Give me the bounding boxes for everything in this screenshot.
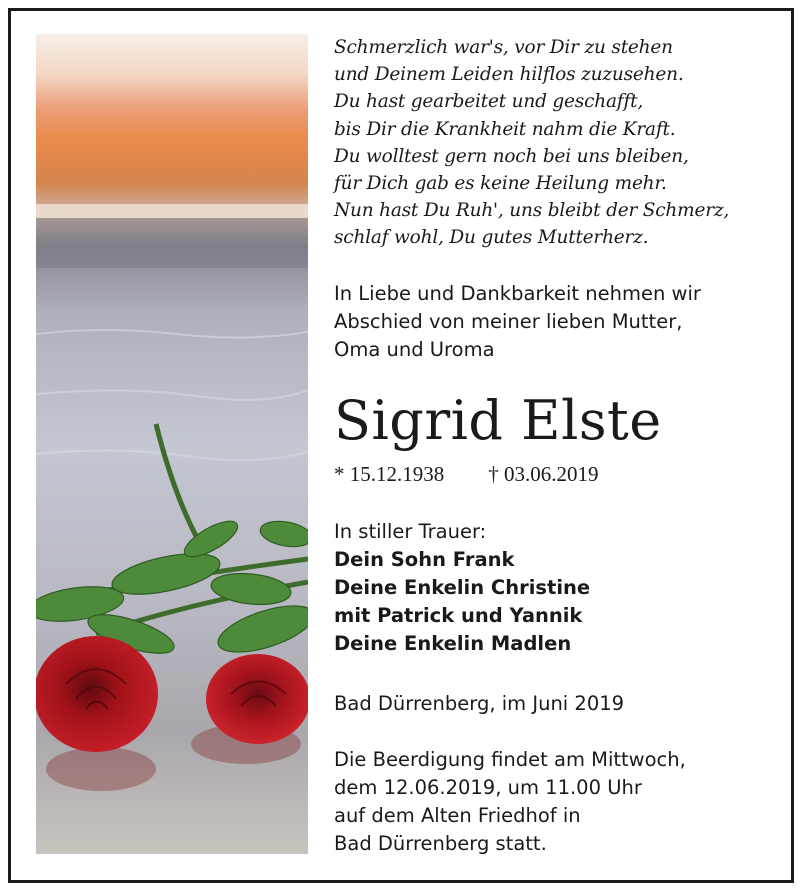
roses-on-water-photo [36, 34, 308, 854]
poem-line: Du hast gearbeitet und geschafft, [334, 91, 644, 113]
place-and-date: Bad Dürrenberg, im Juni 2019 [334, 692, 625, 715]
farewell-line: Abschied von meiner lieben Mutter, [334, 310, 683, 333]
poem-line: Schmerzlich war's, vor Dir zu stehen [334, 37, 673, 58]
birth-date: * 15.12.1938 [334, 462, 445, 486]
poem-line: Du wolltest gern noch bei uns bleiben, [334, 145, 689, 167]
funeral-line: Bad Dürrenberg statt. [334, 832, 547, 855]
death-date: † 03.06.2019 [488, 462, 599, 486]
poem-line: für Dich gab es keine Heilung mehr. [334, 173, 667, 195]
life-dates [334, 460, 784, 488]
farewell-line: In Liebe und Dankbarkeit nehmen wir [334, 282, 701, 305]
deceased-name: Sigrid Elste [334, 389, 662, 452]
mourners-block [334, 518, 784, 658]
mourner-name: mit Patrick und Yannik [334, 604, 583, 627]
poem-line: bis Dir die Krankheit nahm die Kraft. [334, 118, 676, 140]
poem-line: Nun hast Du Ruh', uns bleibt der Schmerz, [334, 200, 730, 222]
funeral-line: Die Beerdigung findet am Mittwoch, [334, 748, 686, 771]
funeral-line: auf dem Alten Friedhof in [334, 804, 581, 827]
poem-line: und Deinem Leiden hilflos zuzusehen. [334, 64, 684, 86]
farewell-text [334, 280, 784, 364]
funeral-line: dem 12.06.2019, um 11.00 Uhr [334, 776, 642, 799]
poem-line: schlaf wohl, Du gutes Mutterherz. [334, 227, 649, 249]
mourner-name: Deine Enkelin Madlen [334, 632, 572, 655]
mourner-name: Deine Enkelin Christine [334, 576, 591, 599]
poem [334, 34, 784, 252]
mourning-intro: In stiller Trauer: [334, 520, 487, 543]
farewell-line: Oma und Uroma [334, 338, 495, 361]
funeral-info [334, 746, 784, 858]
mourner-name: Dein Sohn Frank [334, 548, 515, 571]
